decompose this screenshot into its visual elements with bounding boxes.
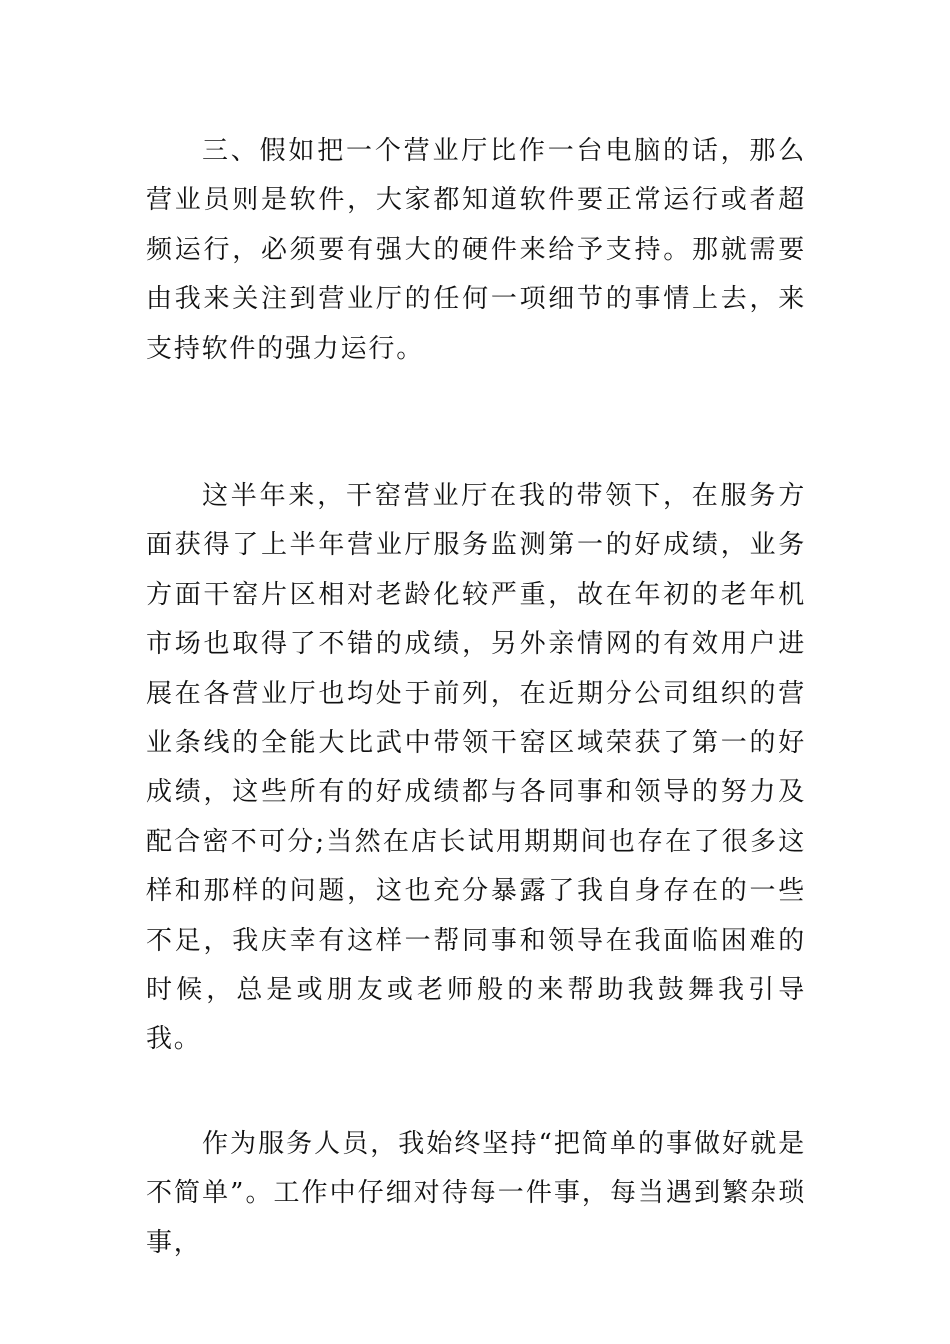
paragraph-half-year-achievements: 这半年来，干窑营业厅在我的带领下，在服务方面获得了上半年营业厅服务监测第一的好成绩，业务方面干窑片区相对老龄化较严重，故在年初的老年机市场也取得了不错的成绩，另外亲情网的有效用户进展在各营业厅也均处于前列，在近期分公司组织的营业条线的全能大比武中带领干窑区域荣获了第一的好成绩，这些所有的好成绩都与各同事和领导的努力及配合密不可分;当然在店长试用期期间也存在了很多这样和那样的问题，这也充分暴露了我自身存在的一些不足，我庆幸有这样一帮同事和领导在我面临困难的时候，总是或朋友或老师般的来帮助我鼓舞我引导我。	[146, 481, 806, 1055]
paragraph-business-hall-analogy: 三、假如把一个营业厅比作一台电脑的话，那么营业员则是软件，大家都知道软件要正常运行或者超频运行，必须要有强大的硬件来给予支持。那就需要由我来关注到营业厅的任何一项细节的事情上去，来支持软件的强力运行。	[146, 136, 806, 364]
paragraph-service-attitude: 作为服务人员，我始终坚持“把简单的事做好就是不简单”。工作中仔细对待每一件事，每当遇到繁杂琐事，	[146, 1129, 806, 1258]
